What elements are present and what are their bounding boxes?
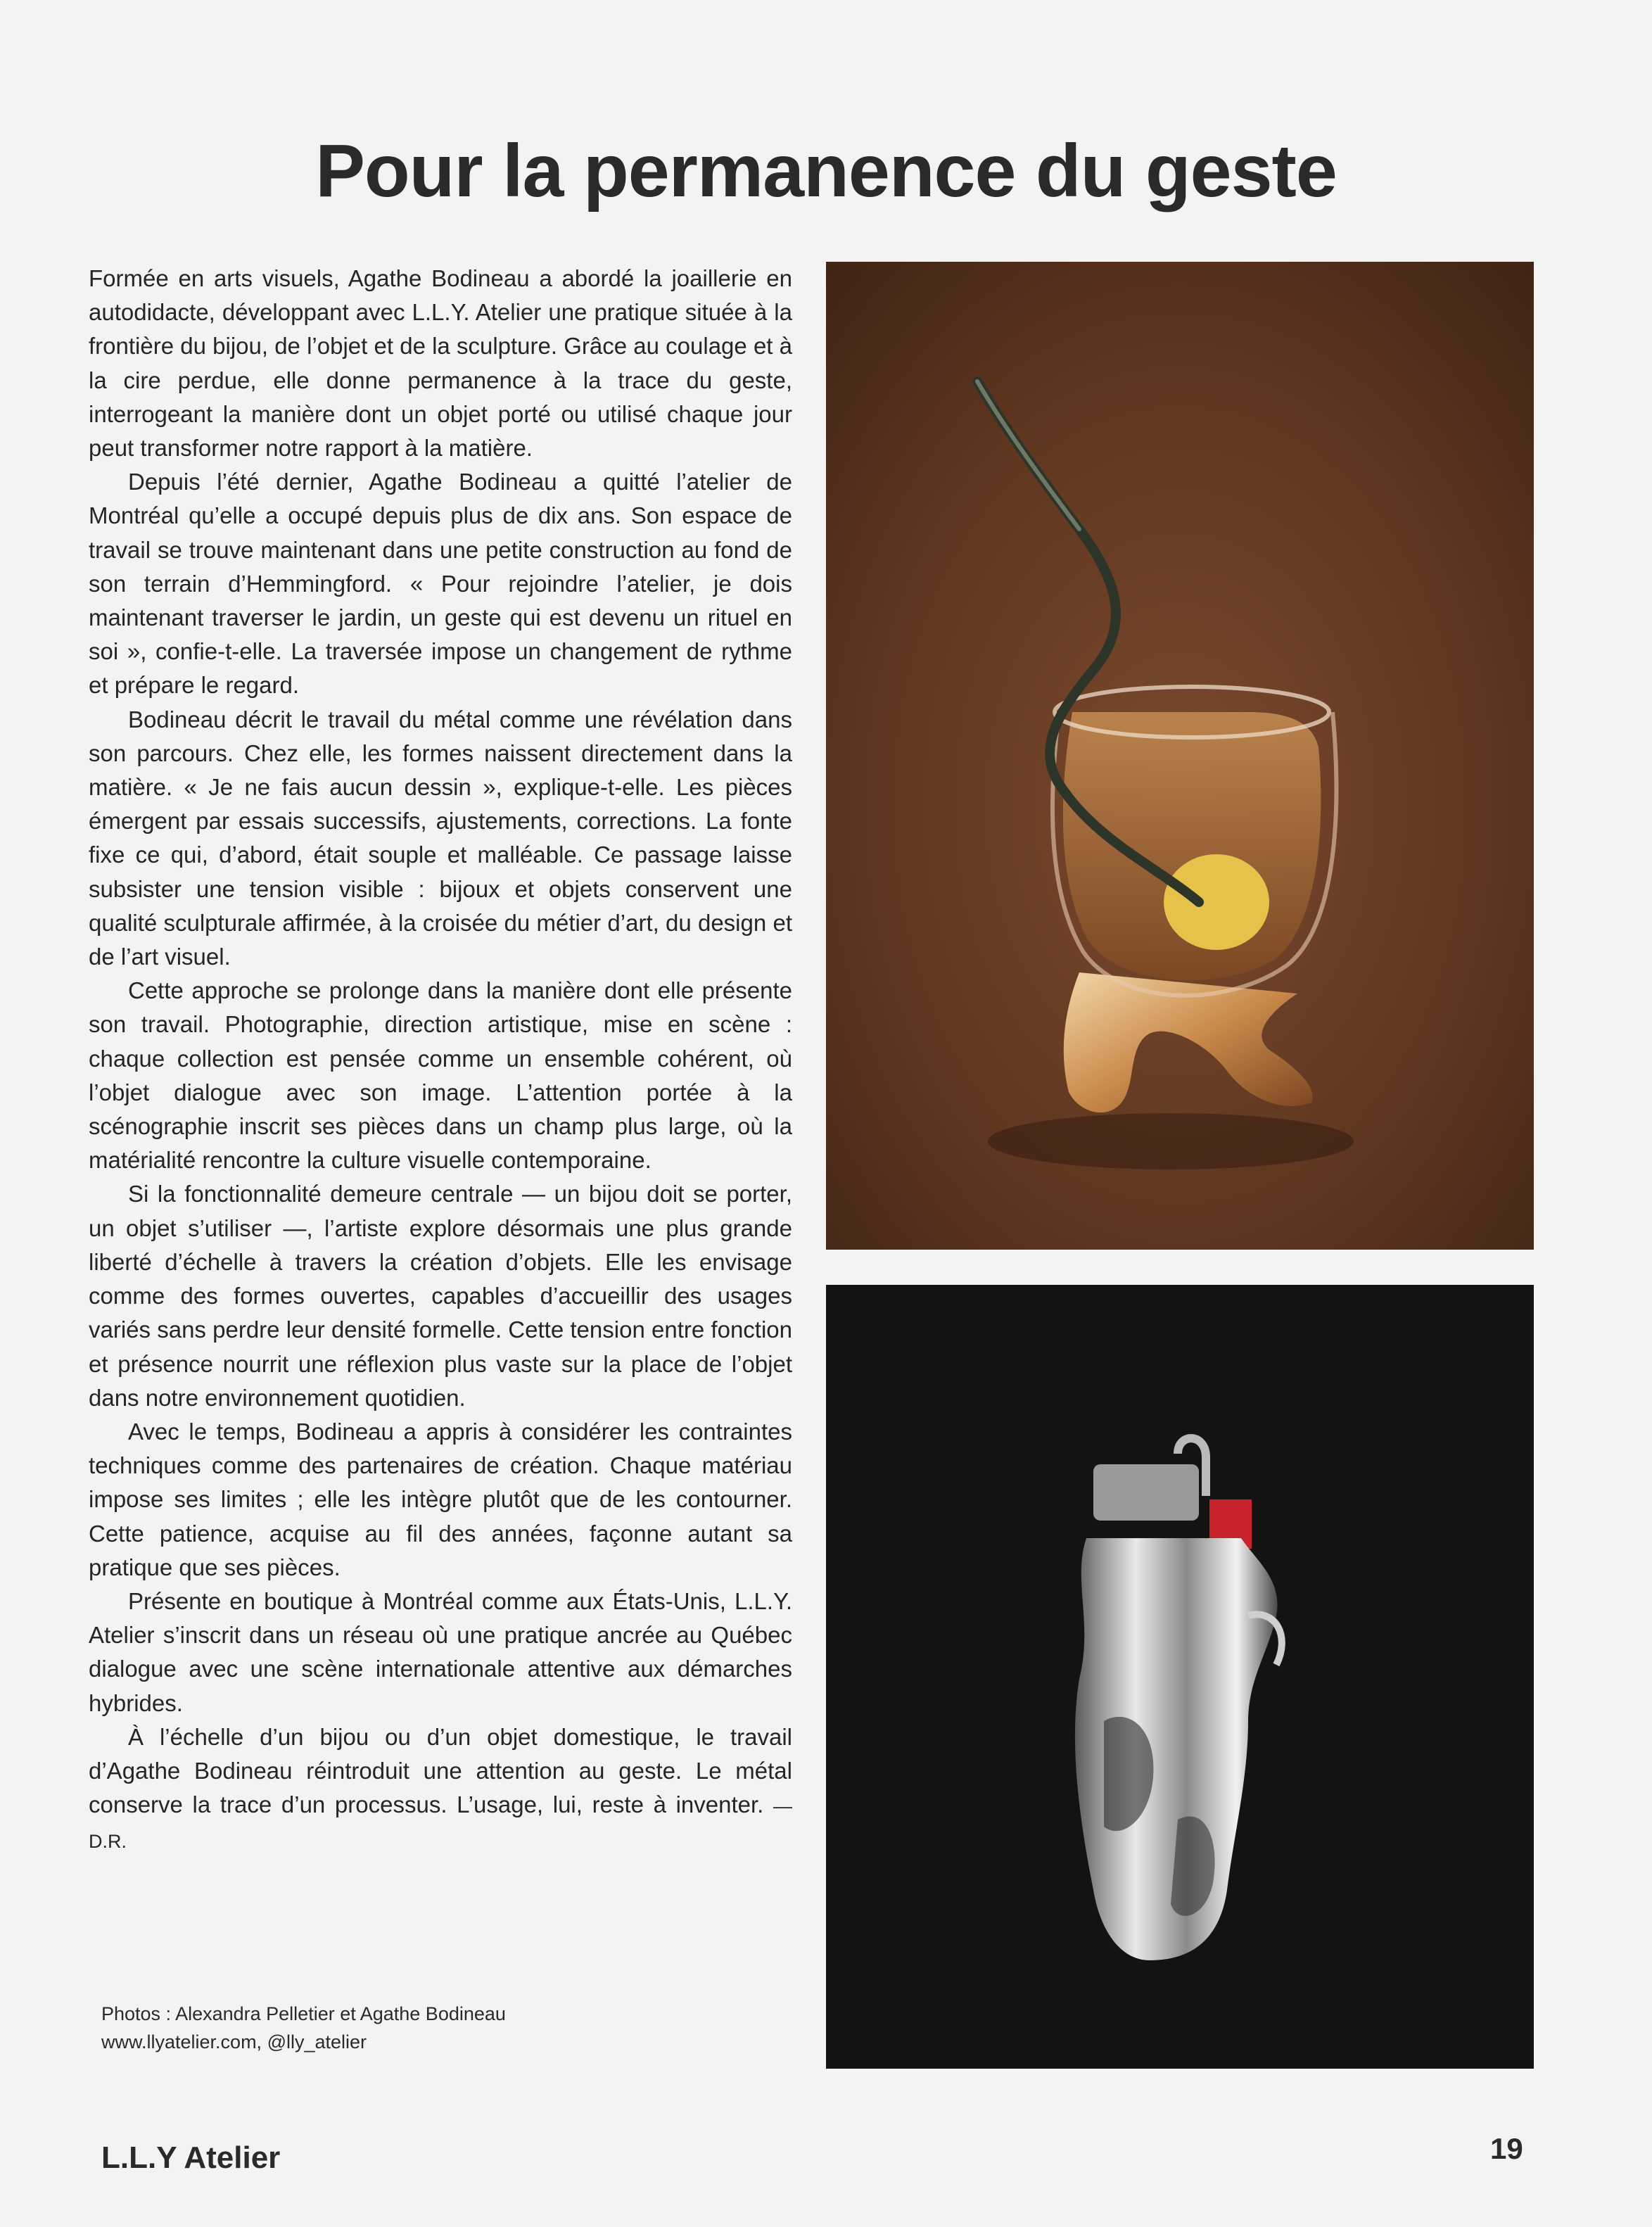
website-link: www.llyatelier.com, @lly_atelier [101,2031,367,2052]
article-paragraph: Depuis l’été dernier, Agathe Bodineau a quitté l’atelier de Montréal qu’elle a occupé depuis plus de dix ans. Son espace de travail se trouve maintenant dans une petite construction au fond de son terrain d’Hemmingford. « Pour rejoindre l’atelier, je dois maintenant traverser le jardin, un geste qui est devenu un rituel en soi », confie-t-elle. La traversée impose un changement de rythme et prépare le regard. [89,469,792,699]
photo-credit-line: Photos : Alexandra Pelletier et Agathe Bodineau [101,2003,506,2024]
glass-sculpture-illustration [826,262,1534,1250]
article-paragraph: Bodineau décrit le travail du métal comme une révélation dans son parcours. Chez elle, les formes naissent directement dans la matière. « Je ne fais aucun dessin », explique-t-elle. Les pièces émergent par essais successifs, ajustements, corrections. La fonte fixe ce qui, d’abord, était souple et malléable. Ce passage laisse subsister une tension visible : bijoux et objets conservent une qualité sculpturale affirmée, à la croisée du métier d’art, du design et de l’art visuel. [89,706,792,970]
article-paragraph: Cette approche se prolonge dans la manière dont elle présente son travail. Photographie, direction artistique, mise en scène : chaque collection est pensée comme un ensemble cohérent, où l’objet dialogue avec son image. L’attention portée à la scénographie inscrit ses pièces dans un champ plus large, où la matérialité rencontre la culture visuelle contemporaine. [89,977,792,1174]
page-title: Pour la permanence du geste [315,129,1337,213]
photo-lighter-sculpture [826,1285,1534,2069]
photo-credits [101,2000,735,2056]
page-number: 19 [1490,2132,1523,2165]
article-paragraph: Avec le temps, Bodineau a appris à considérer les contraintes techniques comme des partenaires de création. Chaque matériau impose ses limites ; elle les intègre plutôt que de les contourner. Cette patience, acquise au fil des années, façonne autant sa pratique que ses pièces. [89,1418,792,1580]
footer-brand: L.L.Y Atelier [101,2140,281,2175]
article-body [89,262,792,1859]
lighter-sculpture-illustration [826,1285,1534,2069]
photo-glass-sculpture [826,262,1534,1250]
article-paragraph: Formée en arts visuels, Agathe Bodineau a abordé la joaillerie en autodidacte, développant avec L.L.Y. Atelier une pratique située à la frontière du bijou, de l’objet et de la sculpture. Grâce au coulage et à la cire perdue, elle donne permanence à la trace du geste, interrogeant la manière dont un objet porté ou utilisé chaque jour peut transformer notre rapport à la matière. [89,265,792,462]
author-signoff: — D.R. [89,1796,792,1853]
final-paragraph-text: À l’échelle d’un bijou ou d’un objet domestique, le travail d’Agathe Bodineau réintroduit une attention au geste. Le métal conserve la trace d’un processus. L’usage, lui, reste à inventer. [89,1723,792,1818]
article-paragraph: Si la fonctionnalité demeure centrale — un bijou doit se porter, un objet s’utiliser —, l’artiste explore désormais une plus grande liberté d’échelle à travers la création d’objets. Elle les envisage comme des formes ouvertes, capables d’accueillir des usages variés sans perdre leur densité formelle. Cette tension entre fonction et présence nourrit une réflexion plus vaste sur la place de l’objet dans notre environnement quotidien. [89,1181,792,1411]
article-paragraph [89,1720,792,1859]
article-paragraph: Présente en boutique à Montréal comme aux États-Unis, L.L.Y. Atelier s’inscrit dans un réseau où une pratique ancrée au Québec dialogue avec une scène internationale attentive aux démarches hybrides. [89,1587,792,1716]
